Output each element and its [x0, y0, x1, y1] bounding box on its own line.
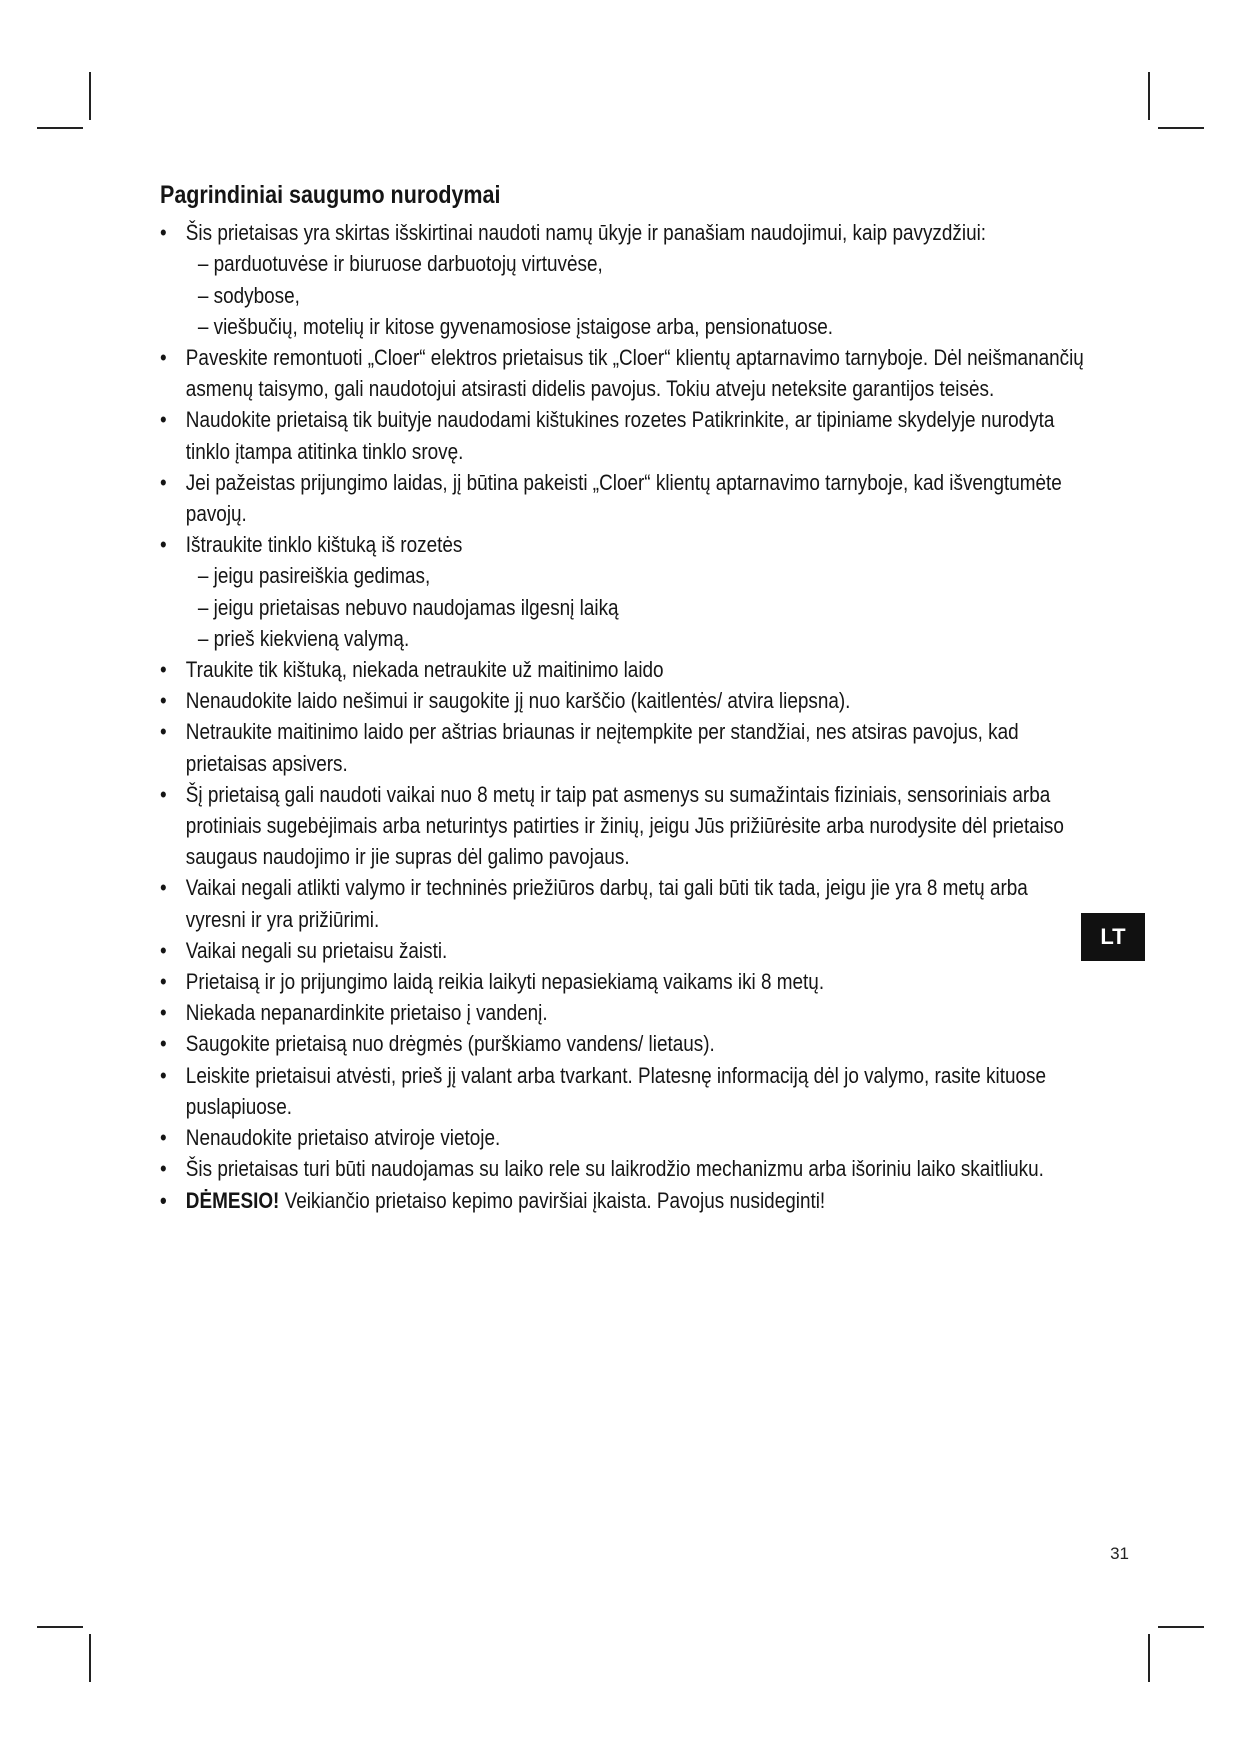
list-item [160, 529, 1089, 654]
bullet-icon: • [160, 1125, 167, 1151]
list-item-text: Naudokite prietaisą tik buityje naudodami kištukines rozetes Patikrinkite, ar tipiniame skydelyje nurodyta tinklo įtampa atitinka tinklo srovę. [185, 407, 1055, 464]
list-item-text: Šis prietaisas turi būti naudojamas su laiko rele su laikrodžio mechanizmu arba išoriniu laiko skaitliuku. [185, 1156, 1044, 1182]
list-item-text: Šis prietaisas yra skirtas išskirtinai naudoti namų ūkyje ir panašiam naudojimui, kaip pavyzdžiui: [185, 220, 987, 246]
bullet-icon: • [160, 1187, 167, 1213]
bullet-icon: • [160, 469, 167, 495]
sub-list-item: – jeigu prietaisas nebuvo naudojamas ilgesnį laiką [197, 594, 619, 620]
crop-mark-top-left-horizontal [37, 127, 83, 129]
sub-list-item: – viešbučių, motelių ir kitose gyvenamosiose įstaigose arba, pensionatuose. [197, 313, 834, 339]
list-item-text: Nenaudokite laido nešimui ir saugokite jį nuo karščio (kaitlentės/ atvira liepsna). [185, 688, 851, 714]
warning-text: Veikiančio prietaiso kepimo paviršiai įkaista. Pavojus nusideginti! [284, 1187, 826, 1213]
list-item [160, 1028, 1089, 1059]
bullet-icon: • [160, 937, 167, 963]
sub-list-item: – parduotuvėse ir biuruose darbuotojų virtuvėse, [197, 251, 603, 277]
safety-instructions-list [160, 217, 1089, 1216]
list-item [160, 654, 1089, 685]
list-item [160, 685, 1089, 716]
list-item-text: Jei pažeistas prijungimo laidas, jį būtina pakeisti „Cloer“ klientų aptarnavimo tarnyboje, kad išvengtumėte pavojų. [185, 469, 1062, 527]
warning-item [160, 1185, 1089, 1216]
crop-mark-top-right-horizontal [1158, 127, 1204, 129]
list-item-text: Ištraukite tinklo kištuką iš rozetės [185, 532, 463, 558]
crop-mark-bottom-right-horizontal [1158, 1626, 1204, 1628]
list-item [160, 997, 1089, 1028]
list-item [160, 716, 1089, 778]
section-heading: Pagrindiniai saugumo nurodymai [160, 181, 501, 209]
list-item-text: Nenaudokite prietaiso atviroje vietoje. [185, 1125, 501, 1151]
list-item-text: Paveskite remontuoti „Cloer“ elektros prietaisus tik „Cloer“ klientų aptarnavimo tarnyboje. Dėl neišmanančių asmenų taisymo, gali naudotojui atsirasti didelis pavojus. Tokiu atveju neteksite garantijos teisės. [185, 345, 1084, 402]
list-item [160, 1153, 1089, 1184]
bullet-icon: • [160, 1031, 167, 1057]
bullet-icon: • [160, 1000, 167, 1026]
list-item [160, 935, 1089, 966]
safety-instructions-section [160, 180, 1084, 1216]
bullet-icon: • [160, 1062, 167, 1088]
list-item-text: Niekada nepanardinkite prietaiso į vandenį. [185, 1000, 548, 1026]
bullet-icon: • [160, 657, 167, 683]
crop-mark-bottom-right-vertical [1148, 1634, 1150, 1682]
page-number: 31 [1110, 1544, 1129, 1563]
list-item [160, 342, 1089, 404]
list-item [160, 467, 1089, 529]
crop-mark-top-left-vertical [89, 72, 91, 120]
bullet-icon: • [160, 532, 167, 558]
crop-mark-bottom-left-vertical [89, 1634, 91, 1682]
list-item-text: Leiskite prietaisui atvėsti, prieš jį valant arba tvarkant. Platesnę informaciją dėl jo valymo, rasite kituose puslapiuose. [185, 1062, 1047, 1119]
crop-mark-bottom-left-horizontal [37, 1626, 83, 1628]
sub-list [186, 248, 1089, 342]
list-item-text: Netraukite maitinimo laido per aštrias briaunas ir neįtempkite per standžiai, nes atsiras pavojus, kad prietaisas apsivers. [185, 719, 1019, 776]
bullet-icon: • [160, 407, 167, 433]
bullet-icon: • [160, 688, 167, 714]
list-item [160, 966, 1089, 997]
list-item-text: Saugokite prietaisą nuo drėgmės (purškiamo vandens/ lietaus). [185, 1031, 715, 1057]
list-item [160, 217, 1089, 342]
list-item [160, 872, 1089, 934]
sub-list-item: – sodybose, [197, 282, 300, 308]
language-tab: LT [1081, 913, 1145, 961]
list-item-text: Traukite tik kištuką, niekada netraukite už maitinimo laido [185, 657, 664, 683]
list-item [160, 1122, 1089, 1153]
bullet-icon: • [160, 875, 167, 901]
bullet-icon: • [160, 1156, 167, 1182]
warning-label: DĖMESIO! [185, 1187, 280, 1213]
bullet-icon: • [160, 345, 167, 371]
sub-list [186, 560, 1089, 654]
bullet-icon: • [160, 719, 167, 745]
list-item-text: Prietaisą ir jo prijungimo laidą reikia laikyti nepasiekiamą vaikams iki 8 metų. [185, 969, 825, 995]
bullet-icon: • [160, 220, 167, 246]
bullet-icon: • [160, 969, 167, 995]
sub-list-item: – prieš kiekvieną valymą. [197, 625, 410, 651]
list-item-text: Vaikai negali atlikti valymo ir techninės priežiūros darbų, tai gali būti tik tada, jeigu jie yra 8 metų arba vyresni ir yra prižiūrimi. [185, 875, 1028, 932]
sub-list-item: – jeigu pasireiškia gedimas, [197, 563, 431, 589]
list-item-text: Vaikai negali su prietaisu žaisti. [185, 937, 448, 963]
list-item [160, 779, 1089, 873]
bullet-icon: • [160, 781, 167, 807]
crop-mark-top-right-vertical [1148, 72, 1150, 120]
list-item-text: Šį prietaisą gali naudoti vaikai nuo 8 metų ir taip pat asmenys su sumažintais fiziniais, sensoriniais arba protiniais sugebėjimais arba neturintys patirties ir žinių, jeigu Jūs prižiūrėsite arba nurodysite dėl prietaiso saugaus naudojimo ir jie supras dėl galimo pavojaus. [185, 781, 1064, 870]
list-item [160, 1060, 1089, 1122]
list-item [160, 404, 1089, 466]
